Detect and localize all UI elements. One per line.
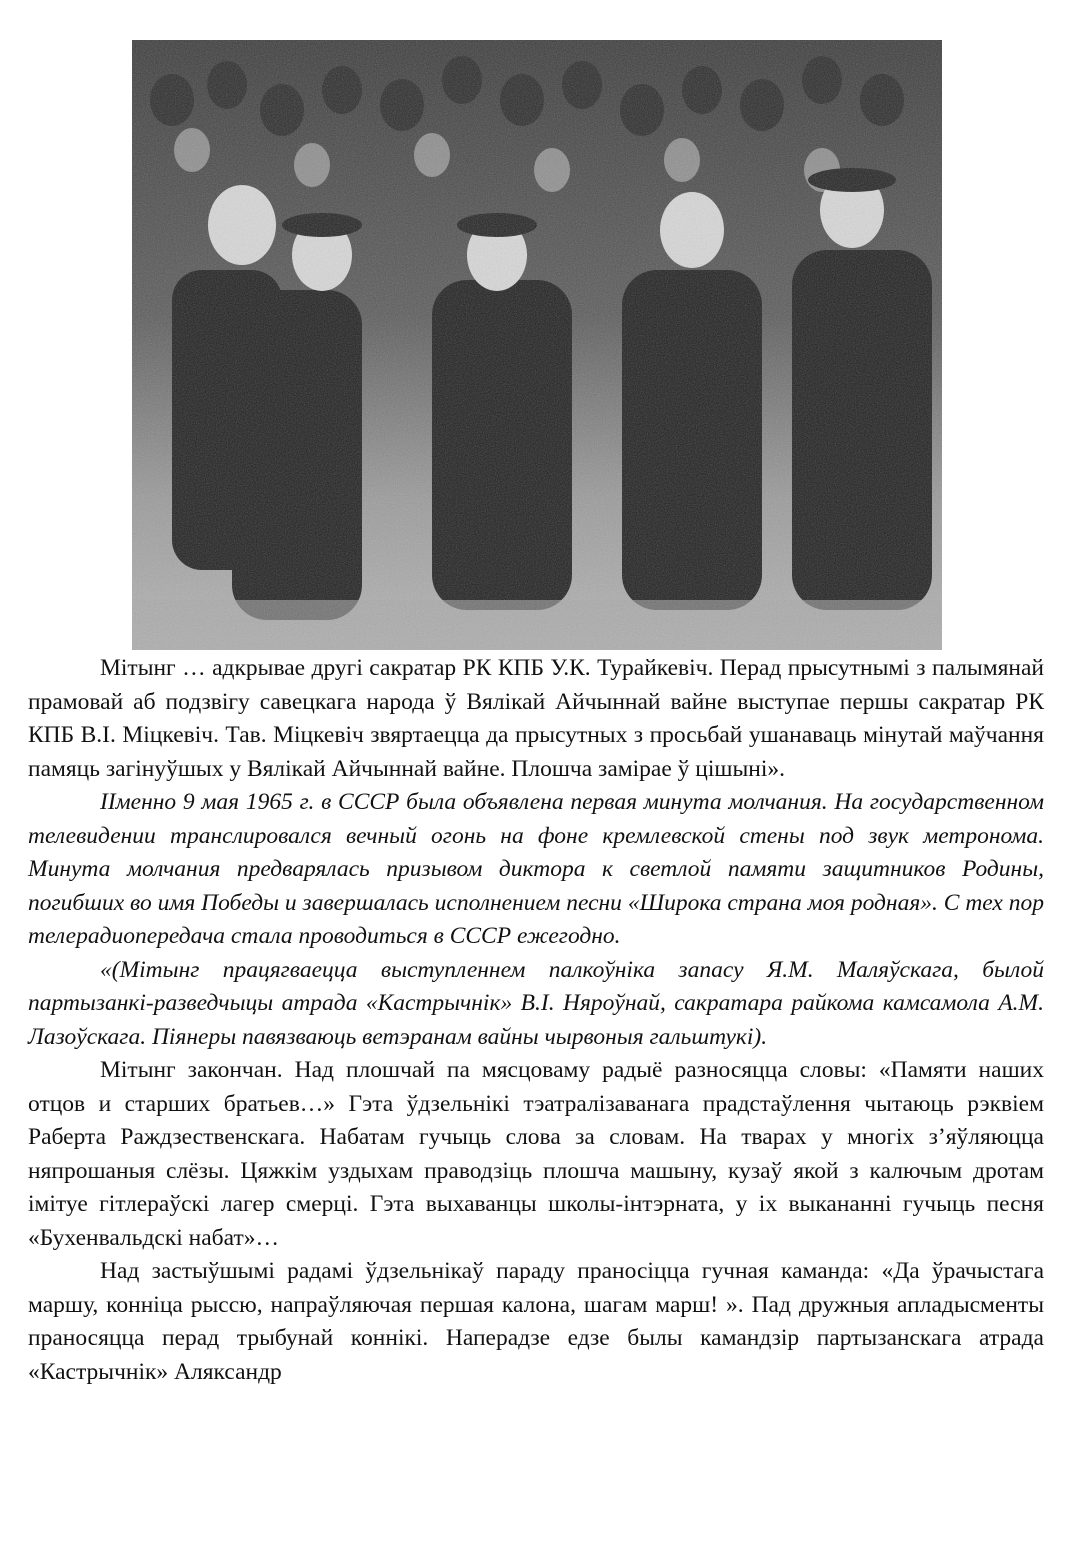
paragraph-italic: IIменно 9 мая 1965 г. в СССР была объявлена первая минута молчания. На государственном телевидении транслировался вечный огонь на фоне кремлевской стены под звук метронома. Минута молчания предварялась призывом диктора к светлой памяти защитников Родины, погибших во имя Победы и завершалась исполнением песни «Широка страна моя родная». С тех пор телерадиопередача стала проводиться в СССР ежегодно.	[28, 789, 1044, 949]
paragraph: Мітынг закончан. Над плошчай па мясцоваму радыё разносяцца словы: «Памяти наших отцов и старших братьев…» Гэта ўдзельнікі тэатралізаванага прадстаўлення чытаюць рэквіем Раберта Раждзественскага. Набатам гучыць слова за словам. На тварах у многіх з’яўляюцца няпрошаныя слёзы. Цяжкім уздыхам праводзіць плошча машыну, кузаў якой з калючым дротам імітуе гітлераўскі лагер смерці. Гэта выхаванцы школы-інтэрната, у іх выкананні гучыць песня «Бухенвальдскі набат»…	[28, 1057, 1044, 1251]
article-text	[28, 652, 1044, 1389]
paragraph-italic: «(Мітынг працягваецца выступленнем палкоўніка запасу Я.М. Маляўскага, былой партызанкі-разведчыцы атрада «Кастрычнік» В.І. Няроўнай, сакратара райкома камсамола А.М. Лазоўскага. Піянеры павязваюць ветэранам вайны чырвоныя гальштукі).	[28, 956, 1044, 1050]
crowd-photo	[132, 40, 942, 650]
paragraph: Мітынг … адкрывае другі сакратар РК КПБ У.К. Турайкевіч. Перад прысутнымі з палымянай прамовай аб подзвігу савецкага народа ў Вялікай Айчыннай вайне выступае першы сакратар РК КПБ В.І. Міцкевіч. Тав. Міцкевіч звяртаецца да прысутных з просьбай ушанаваць мінутай маўчання памяць загінуўшых у Вялікай Айчыннай вайне. Плошча замірае ў цішыні».	[28, 655, 1044, 782]
photo-image	[132, 40, 942, 650]
paragraph: Над застыўшымі радамі ўдзельнікаў параду праносіцца гучная каманда: «Да ўрачыстага маршу, конніца рыссю, напраўляючая першая калона, шагам марш! ». Пад дружныя апладысменты праносяцца перад трыбунай коннікі. Наперадзе едзе былы камандзір партызанскага атрада «Кастрычнік» Аляксандр	[28, 1258, 1044, 1385]
